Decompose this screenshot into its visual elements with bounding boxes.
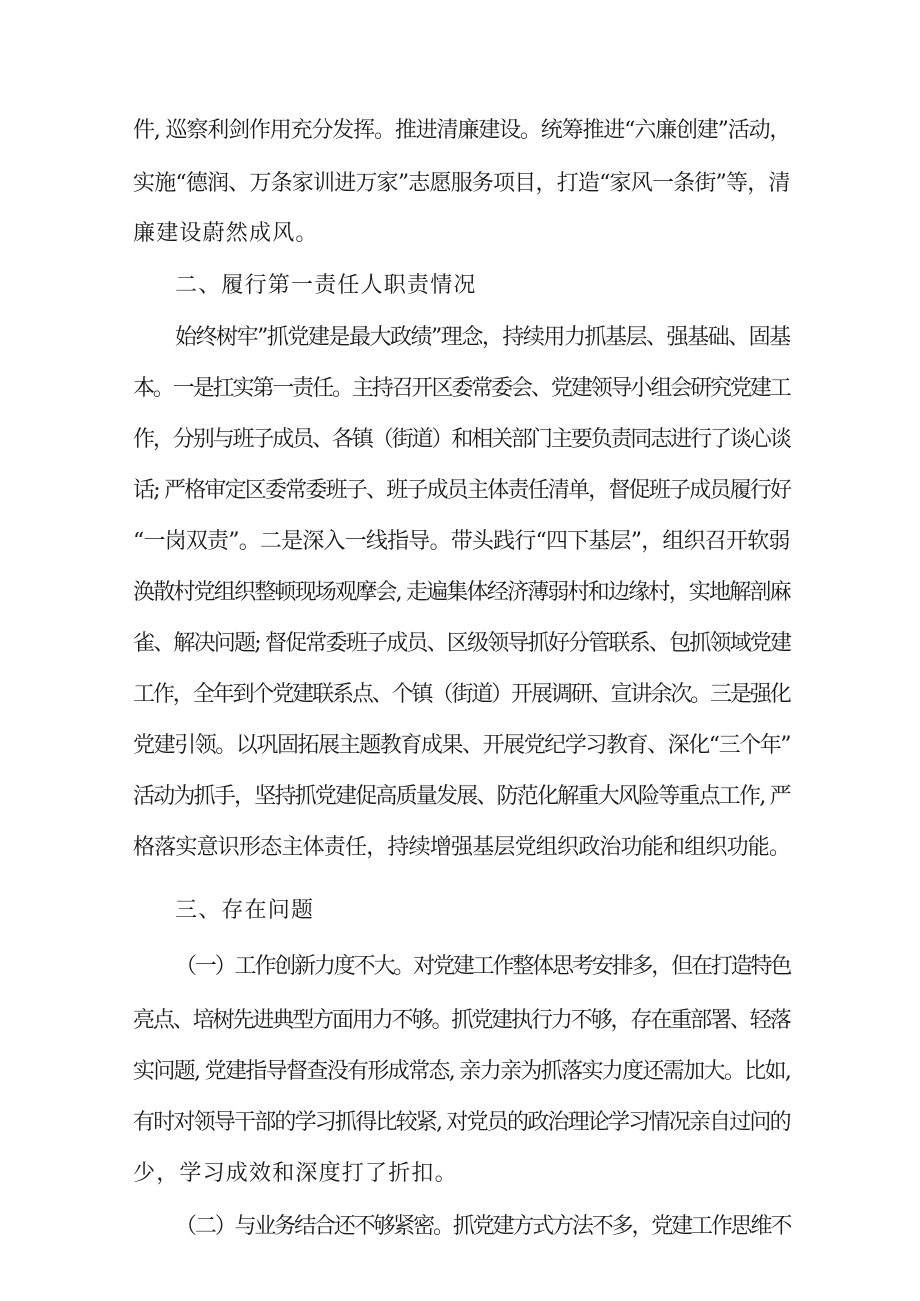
text-line: （一）工作创新力度不大。对党建工作整体思考安排多，但在打造特色 (175, 954, 791, 979)
section-heading: 三、存在问题 (175, 898, 315, 923)
text-line: 有时对领导干部的学习抓得比较紧, 对党员的政治理论学习情况亲自过问的 (133, 1110, 790, 1135)
text-line: “一岗双责”。二是深入一线指导。带头践行“四下基层”，组织召开软弱 (133, 529, 790, 554)
text-line: 工作，全年到个党建联系点、个镇（街道）开展调研、宣讲余次。三是强化 (133, 682, 790, 707)
text-line: 格落实意识形态主体责任，持续增强基层党组织政治功能和组织功能。 (133, 835, 791, 860)
text-line: 廉建设蔚然成风。 (133, 221, 319, 246)
text-line: 实施“德润、万条家训进万家”志愿服务项目，打造“家风一条街”等，清 (133, 171, 790, 196)
text-line: 件, 巡察利剑作用充分发挥。推进清廉建设。统筹推进“六廉创建”活动， (133, 118, 791, 143)
text-line: 亮点、培树先进典型方面用力不够。抓党建执行力不够，存在重部署、轻落 (133, 1008, 790, 1033)
text-line: 话; 严格审定区委常委班子、班子成员主体责任清单，督促班子成员履行好 (133, 478, 791, 503)
text-line: 雀、解决问题; 督促常委班子成员、区级领导抓好分管联系、包抓领域党建 (133, 631, 791, 656)
text-line: 活动为抓手，坚持抓党建促高质量发展、防范化解重大风险等重点工作, 严 (133, 784, 790, 809)
text-line: 涣散村党组织整顿现场观摩会, 走遍集体经济薄弱村和边缘村，实地解剖麻 (133, 580, 790, 605)
text-line: 作，分别与班子成员、各镇（街道）和相关部门主要负责同志进行了谈心谈 (133, 427, 790, 452)
text-line: 始终树牢”抓党建是最大政绩”理念，持续用力抓基层、强基础、固基 (175, 325, 790, 350)
text-line: （二）与业务结合还不够紧密。抓党建方式方法不多，党建工作思维不 (175, 1214, 791, 1239)
text-line: 本。一是扛实第一责任。主持召开区委常委会、党建领导小组会研究党建工 (133, 376, 790, 401)
section-heading: 二、履行第一责任人职责情况 (175, 273, 477, 298)
text-line: 少，学习成效和深度打了折扣。 (133, 1161, 458, 1186)
text-line: 党建引领。以巩固拓展主题教育成果、开展党纪学习教育、深化“三个年” (133, 733, 791, 758)
text-line: 实问题, 党建指导督查没有形成常态, 亲力亲为抓落实力度还需加大。比如, (133, 1059, 791, 1084)
